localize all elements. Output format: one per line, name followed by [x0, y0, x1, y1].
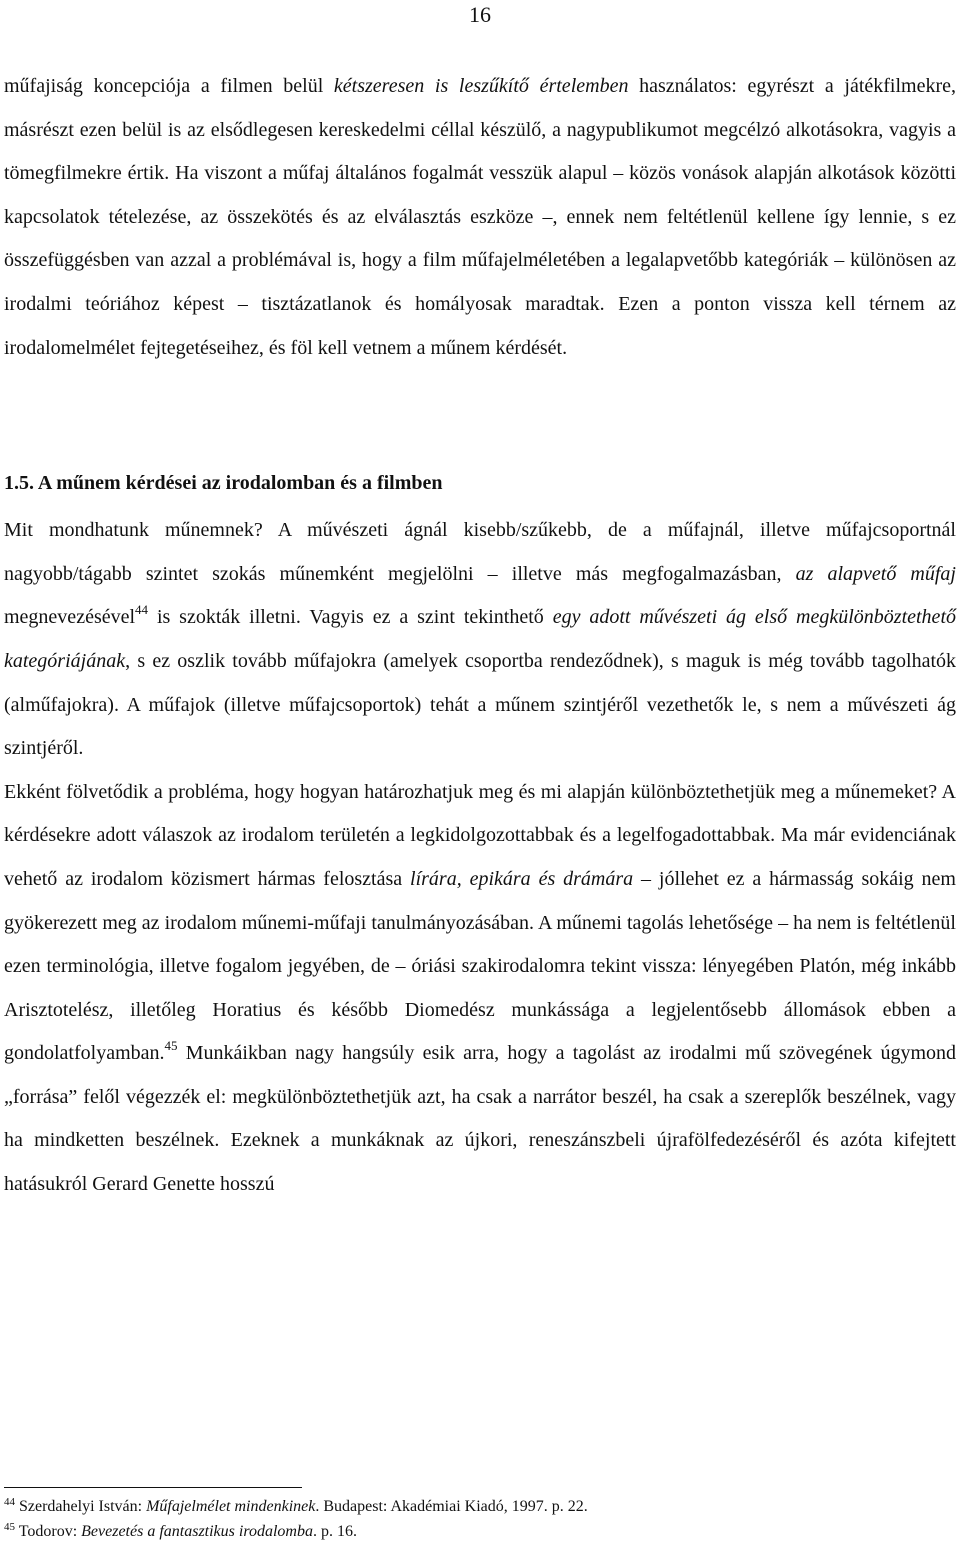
- section-spacer: [4, 370, 956, 457]
- text-run: műfajiság koncepciója a filmen belül: [4, 75, 334, 97]
- text-run: használatos: egyrészt a játékfilmekre, másrészt ezen belül is az elsődlegesen kereskedelmi céllal készülő, a nagypublikumot megcélzó alkotásokra, vagyis a tömegfilmekre értik. Ha viszont a műfaj általános fogalmát vesszük alapul – közös vonások alapján alkotások közötti kapcsolatok tételezése, az összekötés és az elválasztás eszköze –, ennek nem feltétlenül kellene így lennie, s ez összefüggésben van azzal a problémával is, hogy a film műfajelméletében a legalapvetőbb kategóriák – különösen az irodalmi teóriához képest – tisztázatlanok és homályosak maradtak. Ezen a ponton vissza kell térnem az irodalomelmélet fejtegetéseihez, és föl kell vetnem a műnem kérdését.: [4, 75, 956, 359]
- footnote-ref: 44: [135, 602, 149, 618]
- body-text: [4, 65, 956, 1207]
- text-run: . Budapest: Akadémiai Kiadó, 1997. p. 22.: [315, 1498, 588, 1515]
- footnote-45: [4, 1519, 956, 1544]
- text-run: megnevezésével: [4, 606, 136, 629]
- text-run: Szerdahelyi István:: [15, 1498, 147, 1515]
- text-run: is szokták illetni. Vagyis ez a szint tekinthető: [148, 606, 553, 629]
- italic-text: egy adott művészeti ág első megkülönböztethető kategóriájának: [4, 606, 956, 672]
- footnote-ref: 45: [4, 1521, 15, 1533]
- footnotes: [4, 1494, 956, 1544]
- italic-text: lírára, epikára és drámára: [410, 867, 634, 890]
- page-number: 16: [469, 2, 491, 27]
- text-run: . p. 16.: [312, 1523, 357, 1540]
- text-run: Ekként fölvetődik a probléma, hogy hogyan határozhatjuk meg és mi alapján különböztethetjük meg a műnemeket? A kérdésekre adott válaszok az irodalom területén a legkidolgozottabbak és a legelfogadottabbak. Ma már evidenciának vehető az irodalom közismert hármas felosztása: [4, 780, 956, 890]
- footnote-ref: 45: [164, 1038, 178, 1054]
- paragraph-3: [4, 771, 956, 1207]
- text-run: Munkáikban nagy hangsúly esik arra, hogy a tagolást az irodalmi mű szövegének úgymond „forrása” felől végezzék el: megkülönböztethetjük azt, ha csak a narrátor beszél, ha csak a szereplők beszélnek, vagy ha mindketten beszélnek. Ezeknek a munkáknak az újkori, reneszánszbeli újrafölfedezéséről és azóta kifejtett hatásukról Gerard Genette hosszú: [4, 1042, 956, 1196]
- footnote-ref: 44: [4, 1496, 15, 1508]
- italic-text: az alapvető műfaj: [795, 562, 956, 585]
- text-run: , s ez oszlik tovább műfajokra (amelyek csoportba rendeződnek), s maguk is még tovább tagolhatók (alműfajokra). A műfajok (illetve műfajcsoportok) tehát a műnem szintjéről vezethetők le, s nem a művészeti ág szintjéről.: [4, 649, 956, 760]
- footnote-separator: [4, 1487, 302, 1488]
- paragraph-1: [4, 65, 956, 370]
- paragraph-2: [4, 509, 956, 771]
- text-run: – jóllehet ez a hármasság sokáig nem gyökerezett meg az irodalom műnemi-műfaji tanulmányozásában. A műnemi tagolás lehetősége – ha nem is feltétlenül ezen terminológia, illetve fogalom jegyében, de – óriási szakirodalomra tekint vissza: lényegében Platón, még inkább Arisztotelész, illetőleg Horatius és később Diomedész munkássága a legjelentősebb állomások ebben a gondolatfolyamban.: [4, 867, 956, 1065]
- footnote-44: [4, 1494, 956, 1519]
- section-heading: 1.5. A műnem kérdései az irodalomban és a filmben: [4, 472, 443, 495]
- italic-text: Műfajelmélet mindenkinek: [146, 1498, 316, 1515]
- italic-text: kétszeresen is leszűkítő értelemben: [333, 75, 629, 97]
- italic-text: Bevezetés a fantasztikus irodalomba: [81, 1523, 313, 1540]
- text-run: Mit mondhatunk műnemnek? A művészeti ágnál kisebb/szűkebb, de a műfajnál, illetve műfajcsoportnál nagyobb/tágabb szintet szokás műnemként megjelölni – illetve más megfogalmazásban,: [4, 519, 956, 585]
- text-run: Todorov:: [15, 1523, 82, 1540]
